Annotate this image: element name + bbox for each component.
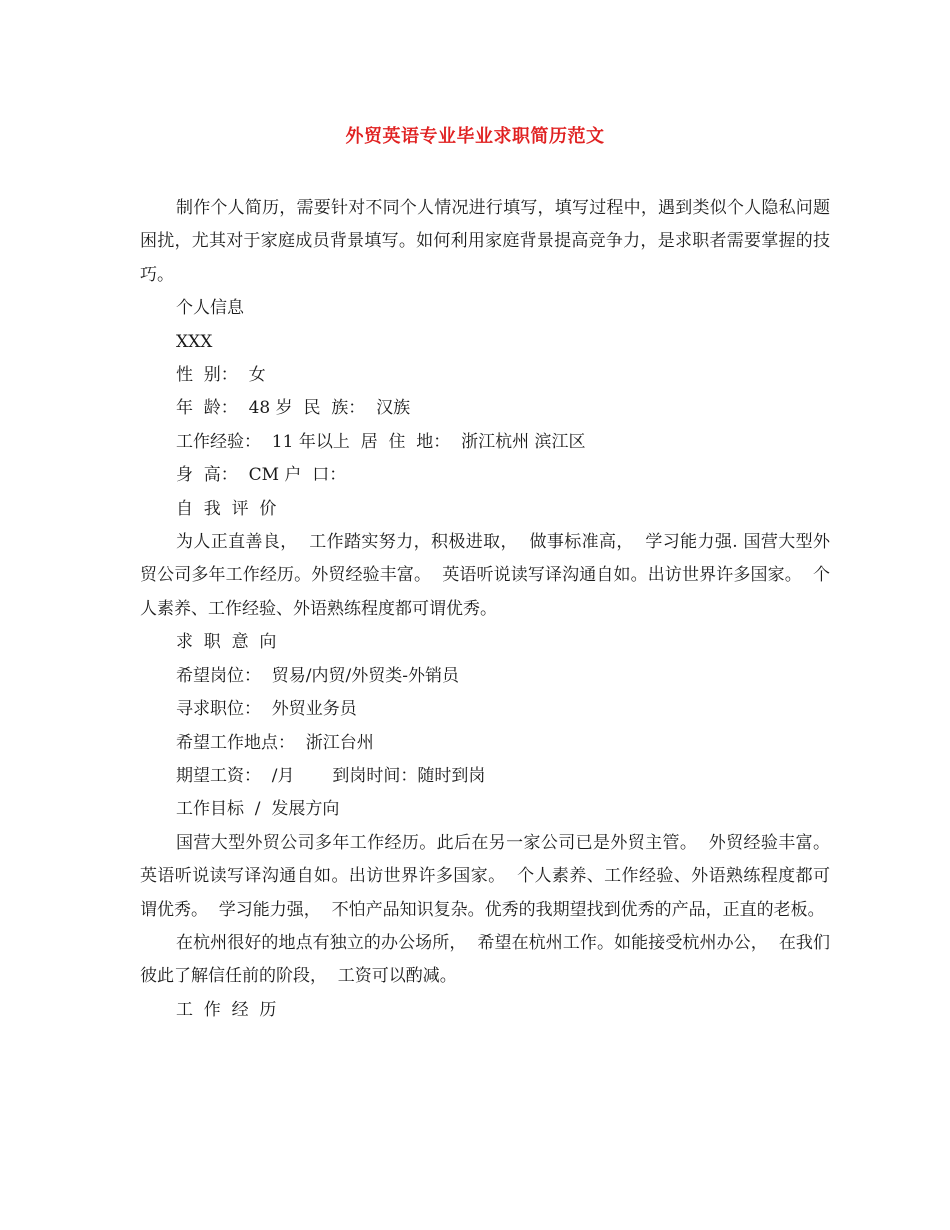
career-goal-paragraph: 国营大型外贸公司多年工作经历。此后在另一家公司已是外贸主管。 外贸经验丰富。 英语听说读写译沟通自如。出访世界许多国家。 个人素养、工作经验、外语熟练程度都可谓优秀。 学习能力强， 不怕产品知识复杂。优秀的我期望找到优秀的产品，正直的老板。 (140, 832, 841, 920)
section-heading-self-evaluation: 自 我 评 价 (176, 498, 277, 519)
salary-availability-line: 期望工资： /月 到岗时间：随时到岗 (176, 765, 486, 786)
intro-paragraph: 制作个人简历，需要针对不同个人情况进行填写，填写过程中，遇到类似个人隐私问题困扰，尤其对于家庭成员背景填写。如何利用家庭背景提高竞争力，是求职者需要掌握的技巧。 (140, 198, 830, 285)
height-hukou-line: 身 高： CM 户 口： (176, 465, 347, 486)
section-heading-work-history: 工 作 经 历 (176, 999, 277, 1020)
age-ethnicity-line: 年 龄： 48 岁 民 族： 汉族 (176, 398, 411, 419)
self-evaluation-paragraph: 为人正直善良， 工作踏实努力，积极进取， 做事标准高， 学习能力强. 国营大型外贸公司多年工作经历。外贸经验丰富。 英语听说读写译沟通自如。出访世界许多国家。 个人素养、工作经验、外语熟练程度都可谓优秀。 (140, 532, 830, 619)
section-heading-job-intention: 求 职 意 向 (176, 632, 277, 653)
section-heading-career-goal: 工作目标 / 发展方向 (176, 799, 340, 820)
experience-residence-line: 工作经验： 11 年以上 居 住 地： 浙江杭州 滨江区 (176, 431, 586, 452)
sought-job-line: 寻求职位： 外贸业务员 (176, 699, 357, 720)
desired-position-line: 希望岗位： 贸易/内贸/外贸类-外销员 (176, 665, 460, 686)
work-location-paragraph: 在杭州很好的地点有独立的办公场所， 希望在杭州工作。如能接受杭州办公， 在我们彼此了解信任前的阶段， 工资可以酌减。 (140, 932, 830, 987)
section-heading-personal-info: 个人信息 (176, 298, 244, 319)
gender-line: 性 别： 女 (176, 365, 266, 386)
desired-location-line: 希望工作地点： 浙江台州 (176, 732, 374, 753)
name-line: XXX (176, 331, 213, 352)
document-title: 外贸英语专业毕业求职简历范文 (345, 126, 605, 147)
document-body (140, 192, 841, 1027)
